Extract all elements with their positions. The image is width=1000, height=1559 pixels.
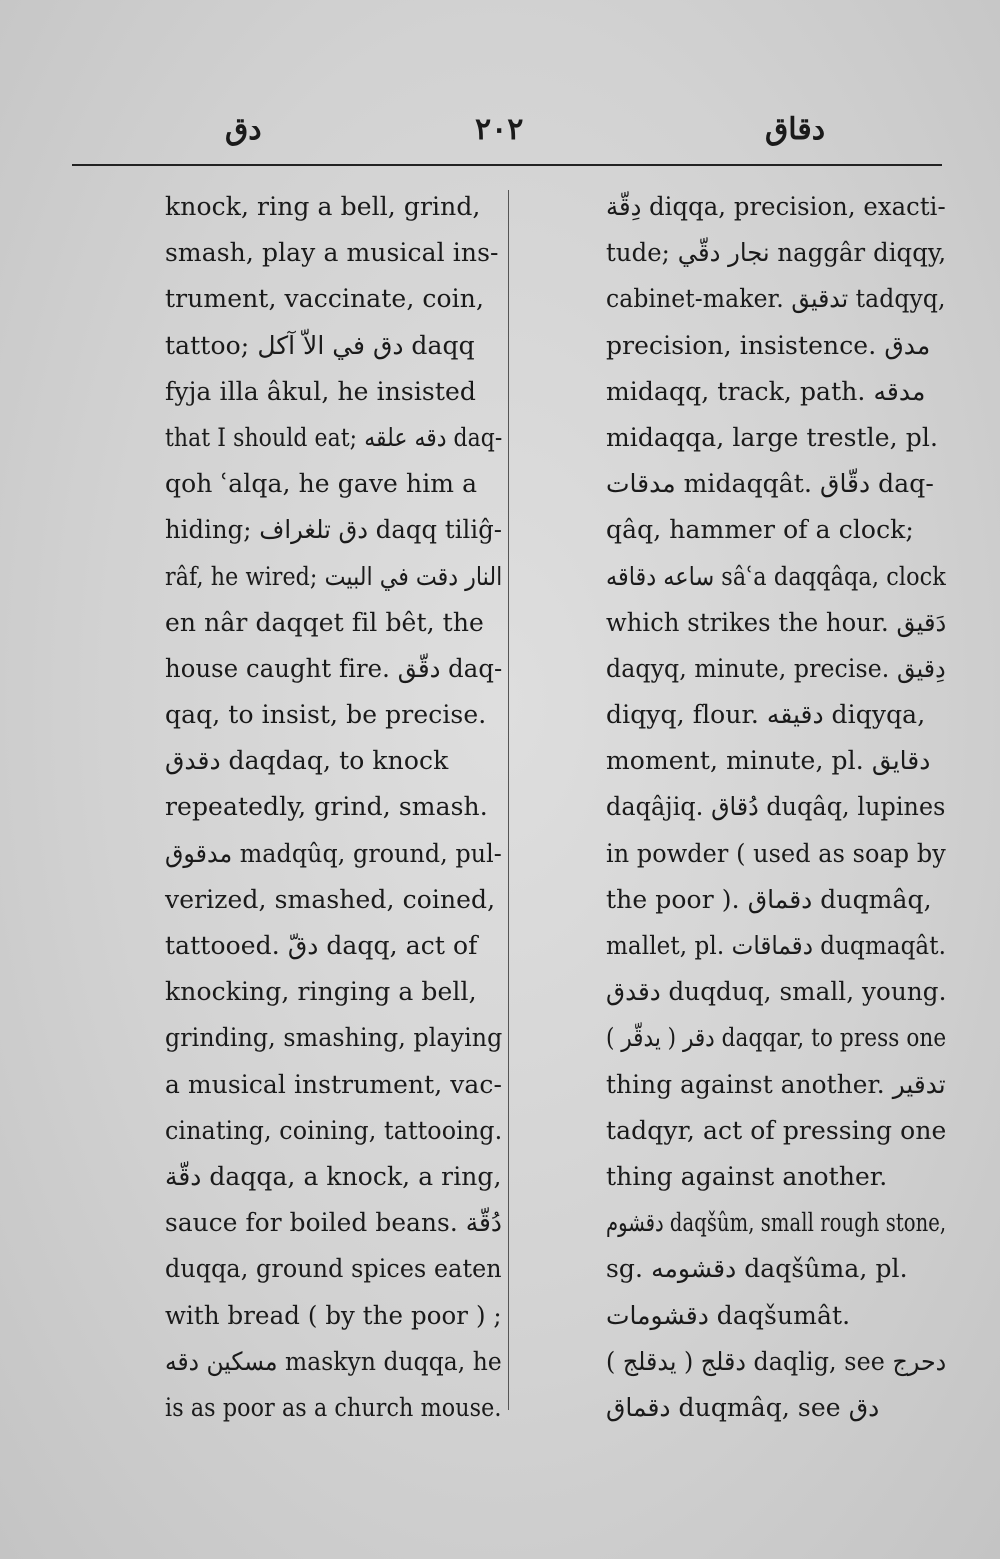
- text-line: tattoo; دق في الاّ آكل daqq: [165, 330, 475, 360]
- text-line: sauce for boiled beans. دُقّة: [165, 1208, 502, 1238]
- text-line: knocking, ringing a bell,: [165, 977, 477, 1007]
- text-line: trument, vaccinate, coin,: [165, 284, 485, 314]
- text-line: مدقات midaqqât. دقّاق daq-: [606, 469, 934, 499]
- text-line: diqyq, flour. دقيقه diqyqa,: [606, 700, 926, 730]
- text-line: دقماق duqmâq, see دق: [606, 1392, 880, 1422]
- text-line: a musical instrument, vac-: [165, 1069, 502, 1099]
- text-line: دقر ( يدقّر ) daqqar, to press one: [606, 1023, 947, 1053]
- text-line: دقدق daqdaq, to knock: [165, 746, 449, 776]
- text-line: hiding; دق تلغراف daqq tiliĝ-: [165, 515, 503, 545]
- text-line: دِقّة diqqa, precision, exacti-: [606, 192, 946, 221]
- text-line: house caught fire. دقّق daq-: [165, 653, 503, 683]
- header-rule: [72, 164, 942, 166]
- text-line: cinating, coining, tattooing.: [165, 1115, 503, 1145]
- text-line: qoh ʿalqa, he gave him a: [165, 469, 478, 499]
- text-line: qaq, to insist, be precise.: [165, 700, 487, 730]
- text-line: is as poor as a church mouse.: [165, 1392, 502, 1422]
- text-line: repeatedly, grind, smash.: [165, 792, 488, 822]
- text-line: cabinet-maker. تدقيق tadqyq,: [606, 284, 946, 314]
- text-line: moment, minute, pl. دقايق: [606, 746, 931, 776]
- text-line: precision, insistence. مدق: [606, 330, 931, 360]
- column-divider: [508, 190, 509, 1410]
- text-line: daqyq, minute, precise. دِقيق: [606, 653, 946, 683]
- text-line: tude; نجار دقّي naggâr diqqy,: [606, 238, 947, 268]
- text-line: grinding, smashing, playing: [165, 1023, 503, 1053]
- text-line: daqâjiq. دُقاق duqâq, lupines: [606, 792, 946, 822]
- text-line: that I should eat; دقه علقه daq-: [165, 422, 503, 452]
- text-line: دقدق duqduq, small, young.: [606, 977, 947, 1007]
- text-line: duqqa, ground spices eaten: [165, 1254, 502, 1284]
- header-right-word: دقاق: [765, 112, 826, 147]
- text-line: مدقوق madqûq, ground, pul-: [165, 838, 502, 868]
- text-line: mallet, pl. دقماقات duqmaqât.: [606, 931, 947, 960]
- text-line: verized, smashed, coined,: [165, 884, 496, 914]
- text-line: tadqyr, act of pressing one: [606, 1115, 947, 1145]
- text-line: qâq, hammer of a clock;: [606, 515, 914, 545]
- text-line: tattooed. دقّ daqq, act of: [165, 931, 478, 960]
- text-line: thing against another.: [606, 1161, 888, 1191]
- text-line: with bread ( by the poor ) ;: [165, 1300, 502, 1330]
- text-line: midaqqa, large trestle, pl.: [606, 422, 939, 452]
- text-line: en nâr daqqet fil bêt, the: [165, 607, 484, 637]
- page-number: ۲۰۲: [475, 112, 524, 147]
- text-line: in powder ( used as soap by: [606, 838, 946, 868]
- text-line: which strikes the hour. دَقيق: [606, 607, 947, 637]
- text-line: smash, play a musical ins-: [165, 238, 499, 268]
- text-line: the poor ). دقماق duqmâq,: [606, 884, 932, 914]
- text-line: ساعه دقاقه sâʿa daqqâqa, clock: [606, 561, 946, 591]
- text-line: دقّة daqqa, a knock, a ring,: [165, 1161, 502, 1191]
- text-line: râf, he wired; النار دقت في البيت: [165, 561, 503, 591]
- text-line: مسكين دقه maskyn duqqa, he: [165, 1346, 502, 1376]
- text-line: دقلج ( يدقلج ) daqlig, see دحرج: [606, 1346, 947, 1376]
- text-line: دقشوم daqšûm, small rough stone,: [606, 1208, 947, 1238]
- text-line: midaqq, track, path. مدقه: [606, 376, 926, 406]
- text-line: thing against another. تدقير: [606, 1069, 946, 1099]
- text-line: knock, ring a bell, grind,: [165, 192, 481, 221]
- text-line: دقشومات daqšumât.: [606, 1300, 851, 1330]
- header-left-word: دق: [225, 112, 262, 147]
- page-header: [0, 108, 1000, 158]
- text-line: sg. دقشومه daqšûma, pl.: [606, 1254, 908, 1284]
- right-column: [606, 184, 946, 1431]
- text-line: fyja illa âkul, he insisted: [165, 376, 477, 406]
- left-column: [165, 184, 502, 1431]
